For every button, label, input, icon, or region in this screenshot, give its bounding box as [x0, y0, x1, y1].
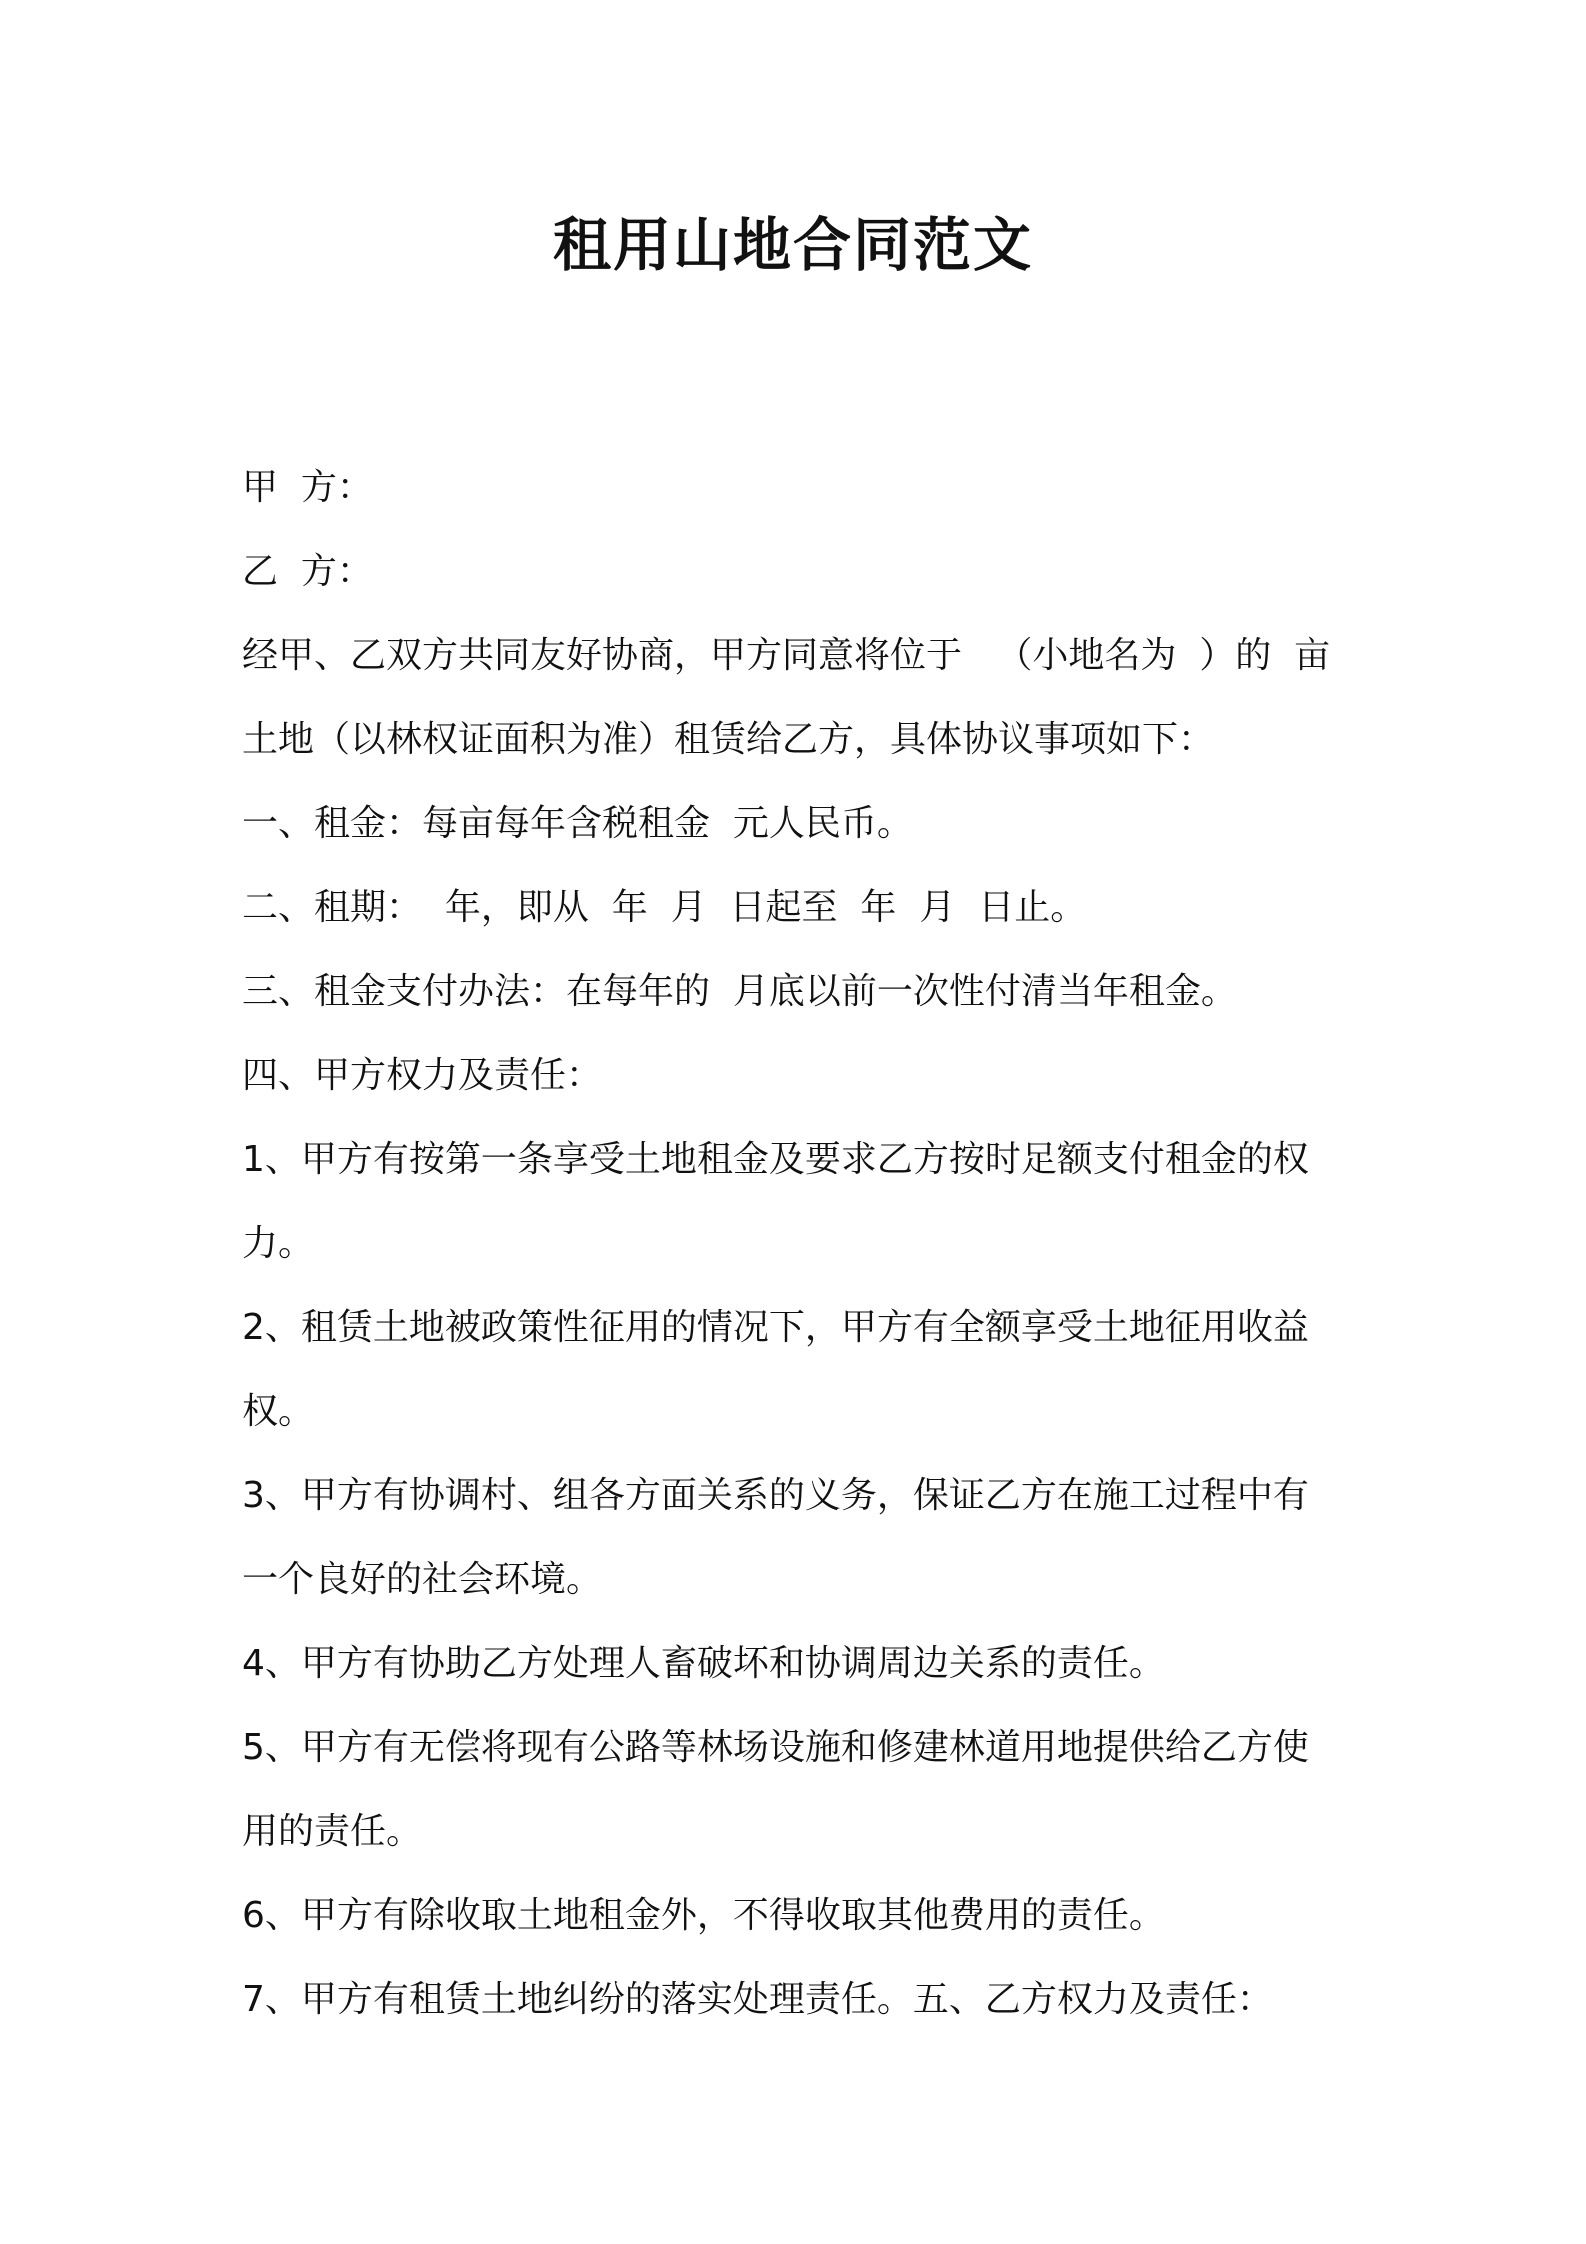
- intro-line-2: 土地（以林权证面积为准）租赁给乙方，具体协议事项如下：: [242, 719, 1215, 760]
- document-body: [242, 446, 1362, 2042]
- clause-2-term: 二、租期： 年，即从 年 月 日起至 年 月 日止。: [242, 887, 1087, 928]
- item-6: 6、甲方有除收取土地租金外，不得收取其他费用的责任。: [242, 1895, 1165, 1936]
- clause-3-payment: 三、租金支付办法：在每年的 月底以前一次性付清当年租金。: [242, 971, 1237, 1012]
- clause-1-rent: 一、租金：每亩每年含税租金 元人民币。: [242, 803, 913, 844]
- item-1-line-1: 1、甲方有按第一条享受土地租金及要求乙方按时足额支付租金的权: [242, 1139, 1309, 1180]
- item-7: 7、甲方有租赁土地纠纷的落实处理责任。五、乙方权力及责任：: [242, 1979, 1273, 2020]
- item-4: 4、甲方有协助乙方处理人畜破坏和协调周边关系的责任。: [242, 1643, 1165, 1684]
- item-1-line-2: 力。: [242, 1223, 315, 1264]
- item-2-line-2: 权。: [242, 1391, 315, 1432]
- clause-4-heading: 四、甲方权力及责任：: [242, 1055, 603, 1096]
- document-title: 租用山地合同范文: [552, 211, 1033, 279]
- item-3-line-2: 一个良好的社会环境。: [242, 1559, 603, 1600]
- item-5-line-1: 5、甲方有无偿将现有公路等林场设施和修建林道用地提供给乙方使: [242, 1727, 1309, 1768]
- item-2-line-1: 2、租赁土地被政策性征用的情况下，甲方有全额享受土地征用收益: [242, 1307, 1309, 1348]
- party-b-line: 乙 方：: [242, 551, 373, 592]
- item-3-line-1: 3、甲方有协调村、组各方面关系的义务，保证乙方在施工过程中有: [242, 1475, 1309, 1516]
- item-5-line-2: 用的责任。: [242, 1811, 423, 1852]
- intro-line-1: 经甲、乙双方共同友好协商，甲方同意将位于 （小地名为 ）的 亩: [242, 635, 1331, 676]
- party-a-line: 甲 方：: [242, 467, 373, 508]
